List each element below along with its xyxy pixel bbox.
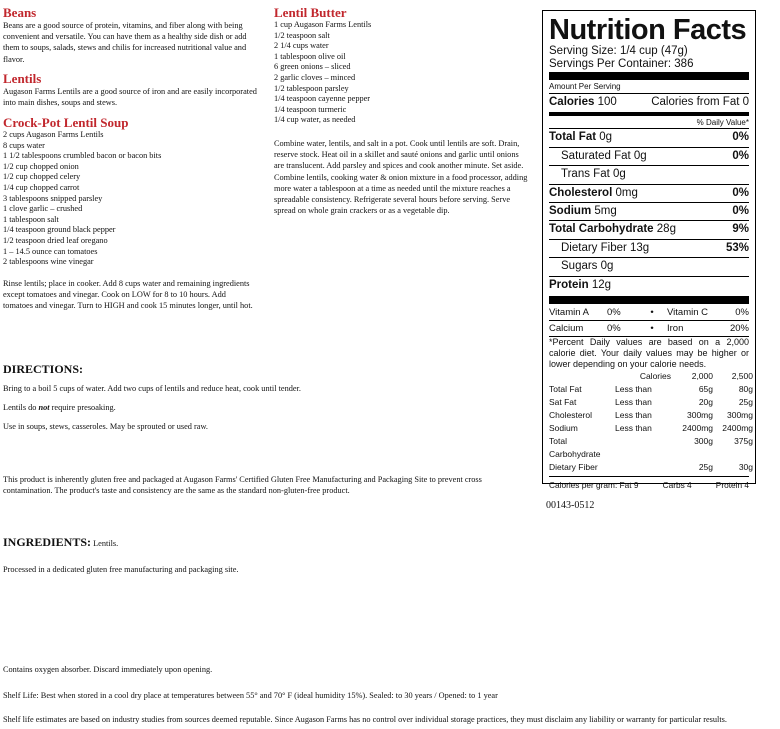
calories-from-fat: Calories from Fat 0 bbox=[651, 96, 749, 108]
dv-table-cell: 80g bbox=[738, 384, 753, 395]
gluten-statement: This product is inherently gluten free and packaged at Augason Farms' Certified Gluten Free Manufacturing and Packaging Site to prevent cross contamination. The product's taste and consistency are the same as the standard non-gluten-free product. bbox=[3, 475, 482, 496]
beans-section bbox=[3, 6, 265, 65]
servings-per-container: Servings Per Container: 386 bbox=[549, 57, 694, 70]
fiber-label: Dietary Fiber 13g bbox=[561, 241, 650, 254]
dv-table-cell: 2,500 bbox=[731, 371, 753, 382]
dv-table-cell bbox=[615, 461, 671, 474]
directions-line-1: Bring to a boil 5 cups of water. Add two cups of lentils and reduce heat, cook until tender. bbox=[3, 384, 301, 393]
butter-ingredient: 1/4 teaspoon turmeric bbox=[274, 104, 347, 114]
dv-table-cell: 30g bbox=[738, 462, 753, 473]
soup-ingredient: 1/2 teaspoon dried leaf oregano bbox=[3, 235, 108, 245]
lentils-section bbox=[3, 72, 265, 108]
soup-ingredient: 1 – 14.5 ounce can tomatoes bbox=[3, 246, 98, 256]
fiber-row bbox=[549, 240, 749, 257]
nutrition-title: Nutrition Facts bbox=[549, 14, 747, 46]
per-gram-carbs: Carbs 4 bbox=[662, 480, 692, 491]
iron-label: Iron bbox=[667, 323, 684, 335]
iron-dv: 20% bbox=[729, 323, 749, 335]
ingredients-value: Lentils. bbox=[91, 539, 119, 548]
soup-ingredient-list bbox=[3, 130, 265, 268]
dv-table-cell: 20g bbox=[698, 397, 713, 408]
amount-per-serving: Amount Per Serving bbox=[549, 82, 621, 91]
beans-heading: Beans bbox=[3, 5, 37, 20]
calories-row bbox=[549, 94, 749, 111]
carbohydrate-value: 28g bbox=[656, 223, 676, 236]
soup-ingredient: 2 tablespoons wine vinegar bbox=[3, 257, 94, 267]
dv-table-cell bbox=[615, 435, 671, 461]
soup-ingredient: 1/2 cup chopped onion bbox=[3, 161, 79, 171]
per-gram-protein: Protein 4 bbox=[715, 480, 749, 491]
oxygen-statement: Contains oxygen absorber. Discard immediately upon opening. bbox=[3, 665, 213, 674]
cholesterol-row bbox=[549, 185, 749, 202]
serving-size: Serving Size: 1/4 cup (47g) bbox=[549, 45, 688, 57]
butter-heading: Lentil Butter bbox=[274, 5, 347, 20]
butter-directions: Combine water, lentils, and salt in a pot. Cook until lentils are soft. Drain, reserve stock. Heat oil in a skillet and sauté onions and garlic until onions are translucent. Add parsley and spices and cook another minute. Set aside. Combine lentils, cooking water & onion mixture in a food processor, adding more water a tablespoon at a time as needed until the mixture reaches a spreadable consistency. Refrigerate several hours before serving. Serve spread on whole grain crackers or as a vegetable dip. bbox=[274, 138, 528, 216]
dv-table-cell: 25g bbox=[698, 462, 713, 473]
beans-text: Beans are a good source of protein, vitamins, and fiber along with being convenient and versatile. You can have them as a healthy side dish or add them to soups, salads, stews and chilis for increased nutritional value and flavor. bbox=[3, 21, 247, 64]
disclaimer-statement: Shelf life estimates are based on industry studies from sources deemed reputable. Since Augason Farms has no control over individual storage practices, they must disclaim any liability or warranty for particular results. bbox=[3, 715, 727, 724]
dv-table-cell: Less than bbox=[615, 384, 652, 395]
dv-table-cell bbox=[549, 370, 615, 383]
cholesterol-value: 0mg bbox=[615, 186, 638, 199]
butter-ingredient: 1/4 cup water, as needed bbox=[274, 115, 356, 125]
saturated-fat-label: Saturated Fat 0g bbox=[561, 149, 647, 162]
carbohydrate-row bbox=[549, 221, 749, 238]
total-fat-label: Total Fat bbox=[549, 131, 597, 144]
soup-ingredient: 2 cups Augason Farms Lentils bbox=[3, 130, 104, 139]
bullet: • bbox=[650, 307, 654, 319]
shelf-life-statement: Shelf Life: Best when stored in a cool dry place at temperatures between 55° and 70° F (ideal humidity 15%). Sealed: to 30 years / Opened: to 1 year bbox=[3, 691, 498, 700]
carbohydrate-dv: 9% bbox=[732, 223, 749, 236]
vitamin-a-dv: 0% bbox=[607, 307, 621, 319]
butter-ingredient-list bbox=[274, 20, 530, 126]
dv-table-cell: Dietary Fiber bbox=[549, 462, 598, 473]
calories-label: Calories bbox=[549, 96, 595, 108]
vitamin-c-dv: 0% bbox=[735, 307, 749, 319]
dv-table-cell: Sodium bbox=[549, 423, 578, 434]
dv-table-cell: Calories bbox=[639, 371, 671, 382]
daily-value-header: % Daily Value* bbox=[696, 118, 749, 128]
sodium-dv: 0% bbox=[732, 205, 749, 218]
dv-table-cell: Total Fat bbox=[549, 384, 582, 395]
soup-ingredient: 1 tablespoon salt bbox=[3, 214, 59, 224]
butter-ingredient: 1/2 tablespoon parsley bbox=[274, 83, 349, 93]
dv-table-cell: 375g bbox=[734, 436, 753, 447]
vitamin-row-2 bbox=[549, 321, 749, 336]
dv-table-cell: Less than bbox=[615, 423, 652, 434]
soup-ingredient: 1/2 cup chopped celery bbox=[3, 172, 81, 182]
butter-section bbox=[274, 6, 530, 216]
fiber-dv: 53% bbox=[725, 241, 749, 254]
carbohydrate-label: Total Carbohydrate bbox=[549, 223, 654, 236]
lentils-text: Augason Farms Lentils are a good source of iron and are easily incorporated into main dishes, soups and stews. bbox=[3, 87, 257, 108]
sugars-label: Sugars 0g bbox=[561, 260, 614, 273]
sodium-row bbox=[549, 203, 749, 220]
per-gram-fat: Calories per gram: Fat 9 bbox=[549, 480, 639, 491]
daily-value-footnote: *Percent Daily values are based on a 2,000 calorie diet. Your daily values may be higher or lower depending on your calorie needs. bbox=[549, 337, 749, 370]
directions-line-2-post: require presoaking. bbox=[49, 403, 116, 413]
soup-section bbox=[3, 116, 265, 311]
saturated-fat-row bbox=[549, 148, 749, 165]
calcium-label: Calcium bbox=[549, 323, 584, 335]
dv-table-cell: 2400mg bbox=[722, 423, 753, 434]
dv-table-cell: 300mg bbox=[687, 410, 713, 421]
nutrition-facts-panel bbox=[542, 10, 756, 491]
directions-line-3: Use in soups, stews, casseroles. May be sprouted or used raw. bbox=[3, 422, 208, 432]
divider-thick bbox=[549, 296, 749, 304]
butter-ingredient: 6 green onions – sliced bbox=[274, 62, 351, 72]
soup-heading: Crock-Pot Lentil Soup bbox=[3, 115, 129, 130]
divider-thick bbox=[549, 72, 749, 80]
sugars-row bbox=[549, 258, 749, 275]
dv-table-cell: 2400mg bbox=[682, 423, 713, 434]
sodium-label: Sodium bbox=[549, 205, 592, 218]
butter-ingredient: 2 garlic cloves – minced bbox=[274, 72, 356, 82]
soup-ingredient: 1/4 teaspoon ground black pepper bbox=[3, 225, 116, 235]
vitamin-row-1 bbox=[549, 305, 749, 320]
dv-table-cell: Cholesterol bbox=[549, 410, 592, 421]
soup-ingredient: 8 cups water bbox=[3, 140, 45, 150]
dv-table-header bbox=[549, 370, 753, 383]
trans-fat-row bbox=[549, 166, 749, 183]
dv-table-cell: Sat Fat bbox=[549, 397, 577, 408]
dv-table-row bbox=[549, 383, 753, 396]
butter-ingredient: 1/2 teaspoon salt bbox=[274, 30, 330, 40]
cholesterol-dv: 0% bbox=[732, 186, 749, 199]
directions-section bbox=[3, 362, 523, 433]
dv-table-cell: Less than bbox=[615, 410, 652, 421]
ingredients-heading: INGREDIENTS: bbox=[3, 535, 92, 549]
upc-code: 00143-0512 bbox=[546, 500, 595, 511]
soup-ingredient: 1 1/2 tablespoons crumbled bacon or bacon bits bbox=[3, 151, 162, 161]
vitamin-c-label: Vitamin C bbox=[667, 307, 709, 319]
butter-ingredient: 1 tablespoon olive oil bbox=[274, 51, 346, 61]
dv-table-row bbox=[549, 396, 753, 409]
protein-value: 12g bbox=[591, 278, 612, 291]
directions-heading: DIRECTIONS: bbox=[3, 362, 84, 376]
dv-table-cell: 300mg bbox=[727, 410, 753, 421]
soup-directions: Rinse lentils; place in cooker. Add 8 cups water and remaining ingredients except tomatoes and vinegar. Cook on LOW for 8 to 10 hours. Add tomatoes and vinegar. Turn to HIGH and cook 15 minutes longer, until hot. bbox=[3, 278, 253, 311]
dv-table-cell: 2,000 bbox=[691, 371, 713, 382]
calories-value: 100 bbox=[597, 96, 617, 108]
dv-table-cell: Less than bbox=[615, 397, 652, 408]
sodium-value: 5mg bbox=[594, 205, 617, 218]
soup-ingredient: 3 tablespoons snipped parsley bbox=[3, 193, 103, 203]
dv-table-cell: 25g bbox=[738, 397, 753, 408]
calories-per-gram bbox=[549, 480, 749, 491]
protein-row bbox=[549, 277, 749, 294]
total-fat-value: 0g bbox=[599, 131, 613, 144]
saturated-fat-dv: 0% bbox=[732, 149, 749, 162]
bullet: • bbox=[650, 323, 654, 335]
butter-ingredient: 1 cup Augason Farms Lentils bbox=[274, 20, 372, 29]
total-fat-row bbox=[549, 129, 749, 146]
dv-table-cell: 300g bbox=[694, 436, 713, 447]
dv-table-row bbox=[549, 422, 753, 435]
processed-statement: Processed in a dedicated gluten free manufacturing and packaging site. bbox=[3, 565, 239, 574]
directions-line-2-pre: Lentils do bbox=[3, 403, 39, 413]
daily-value-table bbox=[549, 370, 753, 474]
trans-fat-label: Trans Fat 0g bbox=[561, 168, 626, 181]
dv-table-cell: 65g bbox=[698, 384, 713, 395]
ingredients-line bbox=[3, 533, 118, 551]
calcium-dv: 0% bbox=[607, 323, 621, 335]
lentils-heading: Lentils bbox=[3, 71, 42, 86]
dv-table-cell: Total Carbohydrate bbox=[549, 436, 601, 460]
directions-line-2 bbox=[3, 402, 523, 413]
directions-line-2-emphasis: not bbox=[38, 403, 50, 413]
protein-label: Protein bbox=[549, 278, 589, 291]
vitamin-a-label: Vitamin A bbox=[549, 307, 589, 319]
cholesterol-label: Cholesterol bbox=[549, 186, 613, 199]
dv-table-row bbox=[549, 409, 753, 422]
dv-table-row bbox=[549, 461, 753, 474]
dv-table-row bbox=[549, 435, 753, 461]
total-fat-dv: 0% bbox=[732, 131, 749, 144]
butter-ingredient: 2 1/4 cups water bbox=[274, 41, 329, 51]
soup-ingredient: 1/4 cup chopped carrot bbox=[3, 182, 80, 192]
soup-ingredient: 1 clove garlic – crushed bbox=[3, 204, 83, 214]
butter-ingredient: 1/4 teaspoon cayenne pepper bbox=[274, 94, 371, 104]
divider-mid bbox=[549, 112, 749, 116]
